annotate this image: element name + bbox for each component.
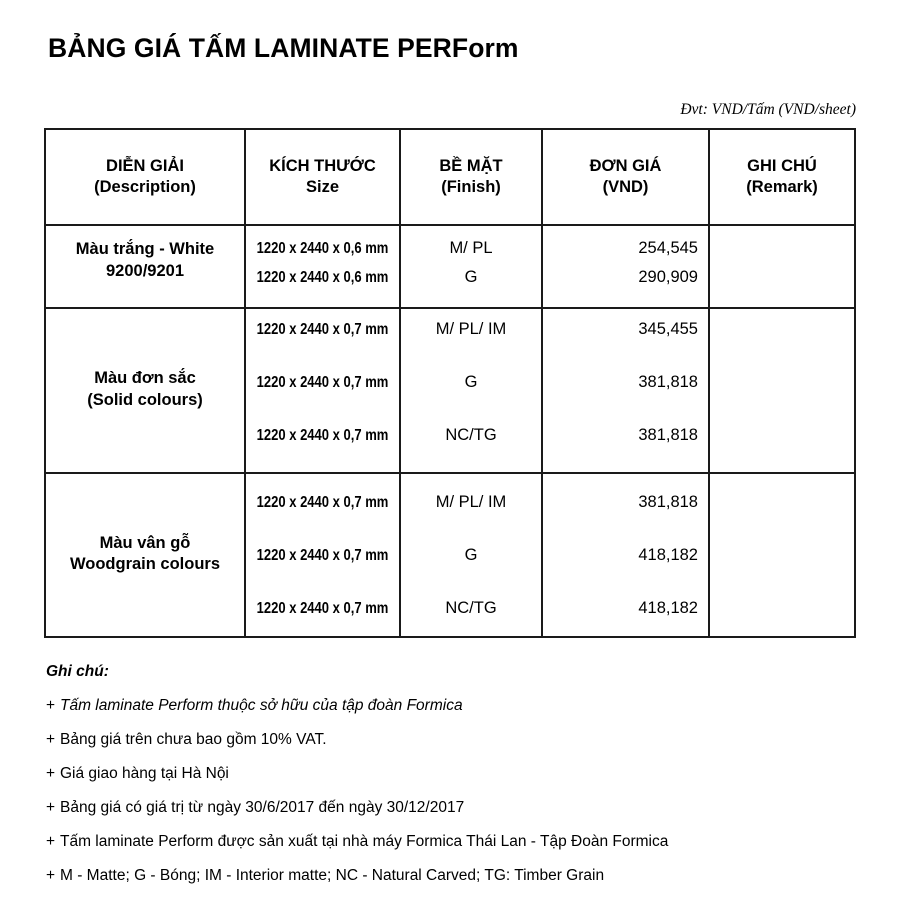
column-header-remark — [710, 130, 854, 224]
header-line-1: DIỄN GIẢI — [106, 156, 184, 175]
table-row — [258, 540, 387, 572]
header-line-2: (Finish) — [441, 178, 501, 196]
description-line-1: Màu đơn sắc — [94, 369, 196, 388]
size-value: 1220 x 2440 x 0,7 mm — [256, 374, 389, 392]
note-item — [46, 868, 866, 902]
table-row — [401, 367, 541, 399]
price-value: 254,545 — [638, 239, 698, 258]
table-row — [710, 420, 854, 452]
note-text: Giá giao hàng tại Hà Nội — [60, 765, 229, 782]
table-row — [258, 420, 387, 452]
table-row — [543, 314, 708, 346]
size-value: 1220 x 2440 x 0,7 mm — [256, 321, 389, 339]
table-row — [543, 540, 708, 572]
description-line-2: 9200/9201 — [106, 261, 184, 280]
table-row — [258, 314, 387, 346]
note-item — [46, 766, 866, 800]
finish-value: M/ PL — [449, 239, 493, 258]
table-row — [258, 263, 387, 293]
finish-value: G — [464, 546, 478, 565]
table-row — [401, 234, 541, 264]
note-text: Bảng giá trên chưa bao gồm 10% VAT. — [60, 731, 327, 748]
note-item — [46, 732, 866, 766]
table-row — [543, 420, 708, 452]
finish-value: M/ PL/ IM — [435, 493, 507, 512]
finish-value: M/ PL/ IM — [435, 320, 507, 339]
description-line-2: (Solid colours) — [87, 390, 203, 409]
price-table — [44, 128, 856, 638]
size-value: 1220 x 2440 x 0,6 mm — [256, 269, 389, 287]
price-value: 345,455 — [638, 320, 698, 339]
header-line-1: GHI CHÚ — [747, 156, 817, 175]
finish-value: G — [464, 268, 478, 287]
table-row — [258, 234, 387, 264]
page-title: BẢNG GIÁ TẤM LAMINATE PERForm — [48, 33, 519, 63]
table-row — [543, 234, 708, 264]
table-row — [401, 593, 541, 625]
price-value: 418,182 — [638, 599, 698, 618]
note-text: Tấm laminate Perform được sản xuất tại nhà máy Formica Thái Lan - Tập Đoàn Formica — [60, 833, 669, 850]
table-row — [401, 314, 541, 346]
header-line-2: (Description) — [94, 178, 196, 196]
table-row — [710, 367, 854, 399]
unit-note: Đvt: VND/Tấm (VND/sheet) — [680, 101, 856, 118]
column-header-description — [46, 130, 244, 224]
size-value: 1220 x 2440 x 0,7 mm — [256, 494, 389, 512]
header-line-2: (VND) — [602, 178, 649, 196]
header-line-1: KÍCH THƯỚC — [269, 156, 376, 175]
note-text: M - Matte; G - Bóng; IM - Interior matte; NC - Natural Carved; TG: Timber Grain — [60, 867, 605, 884]
table-row — [543, 487, 708, 519]
table-row — [401, 420, 541, 452]
size-value: 1220 x 2440 x 0,7 mm — [256, 427, 389, 445]
header-line-1: BỀ MẶT — [439, 156, 503, 175]
table-row — [710, 314, 854, 346]
note-marker: + — [46, 799, 56, 816]
size-value: 1220 x 2440 x 0,7 mm — [256, 600, 389, 618]
finish-value: G — [464, 373, 478, 392]
table-row — [258, 367, 387, 399]
table-row — [710, 540, 854, 572]
header-line-1: ĐƠN GIÁ — [589, 156, 662, 175]
note-text: Tấm laminate Perform thuộc sở hữu của tập đoàn Formica — [60, 697, 463, 714]
table-row — [710, 593, 854, 625]
table-row — [543, 367, 708, 399]
price-value: 290,909 — [638, 268, 698, 287]
note-marker: + — [46, 765, 56, 782]
table-row — [710, 487, 854, 519]
table-row — [401, 540, 541, 572]
note-item — [46, 800, 866, 834]
price-value: 418,182 — [638, 546, 698, 565]
table-row — [401, 263, 541, 293]
price-value: 381,818 — [638, 493, 698, 512]
price-value: 381,818 — [638, 373, 698, 392]
group-description — [46, 307, 244, 472]
finish-value: NC/TG — [445, 426, 497, 445]
table-row — [258, 487, 387, 519]
note-item — [46, 698, 866, 732]
finish-value: NC/TG — [445, 599, 497, 618]
column-header-finish — [401, 130, 541, 224]
table-row — [543, 263, 708, 293]
note-item — [46, 834, 866, 868]
table-row — [710, 234, 854, 264]
description-line-1: Màu vân gỗ — [99, 533, 191, 552]
note-marker: + — [46, 833, 56, 850]
size-value: 1220 x 2440 x 0,7 mm — [256, 547, 389, 565]
note-marker: + — [46, 731, 56, 748]
note-text: Bảng giá có giá trị từ ngày 30/6/2017 đến ngày 30/12/2017 — [60, 799, 465, 816]
notes-section — [46, 664, 866, 902]
table-row — [543, 593, 708, 625]
note-marker: + — [46, 697, 56, 714]
header-line-2: (Remark) — [746, 178, 818, 196]
size-value: 1220 x 2440 x 0,6 mm — [256, 240, 389, 258]
table-row — [258, 593, 387, 625]
table-row — [710, 263, 854, 293]
column-header-unit-price — [543, 130, 708, 224]
description-line-2: Woodgrain colours — [69, 555, 221, 573]
note-marker: + — [46, 867, 56, 884]
group-description — [46, 472, 244, 636]
column-header-size — [246, 130, 399, 224]
group-description — [46, 224, 244, 307]
description-line-1: Màu trắng - White — [75, 240, 215, 259]
notes-heading: Ghi chú: — [46, 663, 109, 680]
header-line-2: Size — [305, 178, 340, 196]
table-row — [401, 487, 541, 519]
price-value: 381,818 — [638, 426, 698, 445]
